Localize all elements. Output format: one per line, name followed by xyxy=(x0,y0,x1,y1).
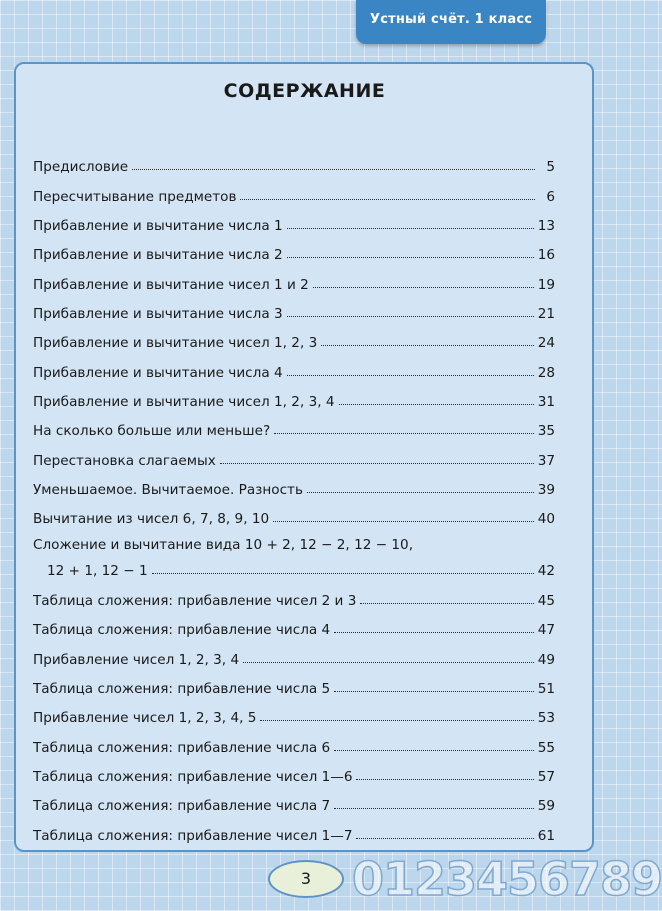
dot-leader xyxy=(307,492,534,493)
toc-entry-page: 39 xyxy=(537,482,555,499)
toc-entry-label: Прибавление чисел 1, 2, 3, 4 xyxy=(33,651,240,668)
dot-leader xyxy=(287,375,534,376)
toc-entry xyxy=(33,527,555,579)
dot-leader xyxy=(356,779,533,780)
toc-entry xyxy=(33,381,555,410)
toc-entry-label: Прибавление чисел 1, 2, 3, 4, 5 xyxy=(33,710,257,727)
toc-entry-page: 59 xyxy=(537,798,555,815)
toc-entry-page: 61 xyxy=(537,827,555,844)
toc-entry-page: 16 xyxy=(537,247,555,264)
toc-entry xyxy=(33,609,555,638)
dot-leader xyxy=(334,750,533,751)
toc-entry xyxy=(33,351,555,380)
toc-entry-label: Прибавление и вычитание числа 3 xyxy=(33,306,283,323)
toc-entry-page: 24 xyxy=(537,335,555,352)
dot-leader xyxy=(220,463,534,464)
toc-entry-label: Вычитание из чисел 6, 7, 8, 9, 10 xyxy=(33,511,270,528)
dot-leader xyxy=(152,573,534,574)
dot-leader xyxy=(243,662,534,663)
toc-entry xyxy=(33,322,555,351)
toc-entry-label: Пересчитывание предметов xyxy=(33,188,237,205)
toc-entry-label: Прибавление и вычитание чисел 1 и 2 xyxy=(33,276,309,293)
toc-entry-label-continued: 12 + 1, 12 − 1 xyxy=(47,563,148,580)
dot-leader xyxy=(273,521,534,522)
toc-entry xyxy=(33,234,555,263)
dot-leader xyxy=(313,287,534,288)
dot-leader xyxy=(334,808,533,809)
toc-entry-label: Таблица сложения: прибавление числа 4 xyxy=(33,622,331,639)
toc-entry xyxy=(33,146,555,175)
toc-entry xyxy=(33,814,555,843)
toc-entry-label: Таблица сложения: прибавление числа 6 xyxy=(33,739,331,756)
toc-entry-label: Таблица сложения: прибавление числа 7 xyxy=(33,798,331,815)
page-number: 3 xyxy=(268,860,344,898)
toc-entry xyxy=(33,579,555,608)
toc-entry-page: 13 xyxy=(537,218,555,235)
toc-entry-label: Уменьшаемое. Вычитаемое. Разность xyxy=(33,482,303,499)
toc-entry xyxy=(33,469,555,498)
toc-entry-label: Прибавление и вычитание чисел 1, 2, 3 xyxy=(33,335,318,352)
toc-entry-page: 28 xyxy=(537,364,555,381)
dot-leader xyxy=(287,228,534,229)
header-label: Устный счёт. 1 класс xyxy=(370,12,533,27)
toc-entry-page: 40 xyxy=(537,511,555,528)
toc-entry-page: 47 xyxy=(537,622,555,639)
toc-entry xyxy=(33,638,555,667)
toc-entry-page: 5 xyxy=(546,159,555,176)
toc-entry xyxy=(33,756,555,785)
dot-leader xyxy=(240,199,535,200)
toc-entry xyxy=(33,263,555,292)
toc-entry-page: 57 xyxy=(537,768,555,785)
toc-entry-label: Прибавление и вычитание чисел 1, 2, 3, 4 xyxy=(33,394,335,411)
toc-entry xyxy=(33,439,555,468)
toc-entry-page: 35 xyxy=(537,423,555,440)
page-title: СОДЕРЖАНИЕ xyxy=(223,80,386,102)
toc-entry-label: Таблица сложения: прибавление чисел 1—6 xyxy=(33,768,353,785)
toc-entry-page: 19 xyxy=(537,276,555,293)
toc-entry xyxy=(33,175,555,204)
toc-entry-page: 21 xyxy=(537,306,555,323)
toc-entry-label: Перестановка слагаемых xyxy=(33,452,216,469)
toc-entry xyxy=(33,726,555,755)
toc-entry xyxy=(33,668,555,697)
toc-entry-page: 42 xyxy=(537,563,555,580)
toc-entry-label: Прибавление и вычитание числа 4 xyxy=(33,364,283,381)
toc-entry-page: 6 xyxy=(546,188,555,205)
dot-leader xyxy=(287,316,534,317)
dot-leader xyxy=(360,603,533,604)
dot-leader xyxy=(260,720,533,721)
toc-entry xyxy=(33,205,555,234)
dot-leader xyxy=(132,169,535,170)
dot-leader xyxy=(274,433,534,434)
toc-entry-label: Сложение и вычитание вида 10 + 2, 12 − 2, 12 − 10, xyxy=(33,537,414,554)
toc-entry-page: 45 xyxy=(537,592,555,609)
toc-entry-label: Прибавление и вычитание числа 1 xyxy=(33,218,283,235)
toc-entry-page: 37 xyxy=(537,452,555,469)
toc-entry xyxy=(33,785,555,814)
dot-leader xyxy=(356,838,533,839)
toc-entry-page: 53 xyxy=(537,710,555,727)
table-of-contents xyxy=(33,146,555,844)
toc-entry xyxy=(33,293,555,322)
decorative-digits: 0123456789 xyxy=(352,852,662,906)
toc-entry xyxy=(33,498,555,527)
toc-entry xyxy=(33,410,555,439)
toc-entry-page: 31 xyxy=(537,394,555,411)
toc-entry-label: Таблица сложения: прибавление числа 5 xyxy=(33,680,331,697)
toc-entry-page: 49 xyxy=(537,651,555,668)
toc-entry-label: Таблица сложения: прибавление чисел 1—7 xyxy=(33,827,353,844)
dot-leader xyxy=(339,404,534,405)
toc-entry xyxy=(33,697,555,726)
toc-entry-label: На сколько больше или меньше? xyxy=(33,423,271,440)
dot-leader xyxy=(321,345,533,346)
toc-entry-label: Прибавление и вычитание числа 2 xyxy=(33,247,283,264)
toc-entry-page: 55 xyxy=(537,739,555,756)
dot-leader xyxy=(334,691,533,692)
toc-entry-page: 51 xyxy=(537,680,555,697)
dot-leader xyxy=(334,632,533,633)
toc-entry-label: Предисловие xyxy=(33,159,129,176)
toc-entry-label: Таблица сложения: прибавление чисел 2 и 3 xyxy=(33,592,357,609)
header-tab xyxy=(356,0,546,44)
dot-leader xyxy=(287,257,534,258)
